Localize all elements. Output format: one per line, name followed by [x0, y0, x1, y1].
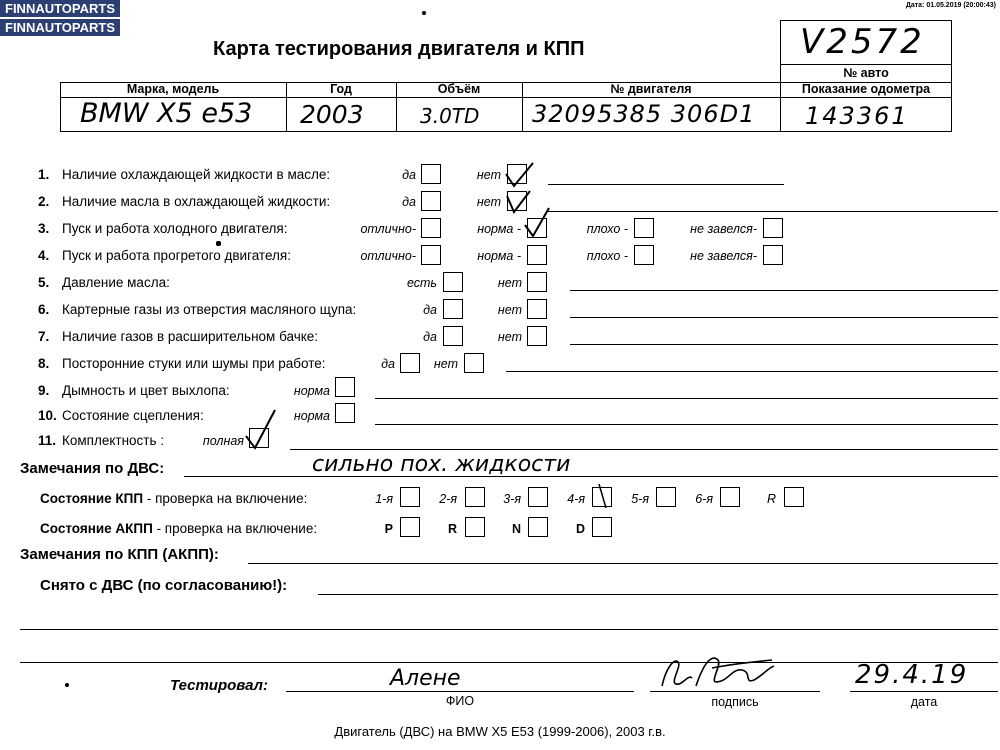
- gear-label: 2-я: [439, 492, 457, 506]
- option-label: есть: [406, 276, 437, 290]
- engine-remarks-label: Замечания по ДВС:: [20, 460, 165, 477]
- car-number-label: № авто: [843, 66, 889, 80]
- logo-bottom: FINNAUTOPARTS: [0, 19, 120, 36]
- option-label: да: [402, 195, 416, 209]
- checkbox-q4-bad[interactable]: [634, 245, 654, 265]
- date-line: [850, 691, 998, 692]
- checkbox-q7-no[interactable]: [527, 326, 547, 346]
- answer-line: [375, 398, 998, 399]
- value-volume: 3.0TD: [420, 104, 480, 128]
- option-label: нет: [476, 195, 501, 209]
- car-number-rule: [780, 64, 952, 65]
- option-label: не завелся-: [690, 222, 757, 236]
- checkbox-akpp-r[interactable]: [465, 517, 485, 537]
- kpp-remarks-line: [248, 563, 998, 564]
- option-label: норма -: [477, 249, 521, 263]
- checkbox-q4-normal[interactable]: [527, 245, 547, 265]
- akpp-label: Состояние АКПП - проверка на включение:: [40, 521, 318, 536]
- checkbox-akpp-d[interactable]: [592, 517, 612, 537]
- signature-scribble: [652, 648, 782, 696]
- checkbox-q7-yes[interactable]: [443, 326, 463, 346]
- checkbox-q3-excellent[interactable]: [421, 218, 441, 238]
- header-volume: Объём: [437, 82, 481, 96]
- option-label: плохо -: [586, 249, 628, 263]
- question-text: Пуск и работа холодного двигателя:: [62, 221, 288, 236]
- option-label: норма: [293, 409, 330, 423]
- page-title: Карта тестирования двигателя и КПП: [213, 38, 585, 60]
- option-label: да: [423, 330, 437, 344]
- header-year: Год: [330, 82, 352, 96]
- answer-line: [506, 371, 998, 372]
- checkbox-q6-no[interactable]: [527, 299, 547, 319]
- gear-label: R: [766, 492, 776, 506]
- value-model: BMW X5 e53: [80, 98, 253, 129]
- question-number: 8.: [38, 356, 50, 371]
- gear-label: D: [575, 522, 585, 536]
- checkbox-akpp-n[interactable]: [528, 517, 548, 537]
- option-label: норма: [293, 384, 330, 398]
- checkbox-q8-yes[interactable]: [400, 353, 420, 373]
- checkbox-q9-normal[interactable]: [335, 377, 355, 397]
- question-text: Наличие газов в расширительном бачке:: [62, 329, 319, 344]
- option-label: да: [381, 357, 395, 371]
- question-text: Пуск и работа прогретого двигателя:: [62, 248, 291, 263]
- checkbox-kpp-gear-2[interactable]: [465, 487, 485, 507]
- checkbox-q5-no[interactable]: [527, 272, 547, 292]
- checkbox-kpp-gear-6[interactable]: [720, 487, 740, 507]
- logo-top: FINNAUTOPARTS: [0, 0, 120, 17]
- value-odometer: 143361: [805, 102, 909, 130]
- question-number: 5.: [38, 275, 50, 290]
- engine-remarks-handwriting: сильно пох. жидкости: [312, 452, 571, 477]
- answer-line: [570, 344, 998, 345]
- checkbox-q4-excellent[interactable]: [421, 245, 441, 265]
- header-engine-number: № двигателя: [610, 82, 692, 96]
- checkbox-akpp-p[interactable]: [400, 517, 420, 537]
- question-number: 1.: [38, 167, 50, 182]
- question-number: 7.: [38, 329, 50, 344]
- date-handwriting: 29.4.19: [855, 660, 969, 690]
- print-date: Дата: 01.05.2019 (20:00:43): [905, 2, 996, 9]
- tested-label: Тестировал:: [170, 677, 268, 694]
- extra-line: [20, 629, 998, 630]
- ink-dot: [216, 241, 221, 246]
- checkbox-kpp-gear-1[interactable]: [400, 487, 420, 507]
- checkbox-q4-nostart[interactable]: [763, 245, 783, 265]
- option-label: отлично-: [360, 249, 416, 263]
- checkbox-q1-yes[interactable]: [421, 164, 441, 184]
- check-mark-icon: [503, 160, 537, 190]
- checkbox-q6-yes[interactable]: [443, 299, 463, 319]
- removed-label: Снято с ДВС (по согласованию!):: [40, 577, 288, 594]
- question-text: Наличие масла в охлаждающей жидкости:: [62, 194, 331, 209]
- option-label: отлично-: [360, 222, 416, 236]
- question-text: Наличие охлаждающей жидкости в масле:: [62, 167, 331, 182]
- remarks-line: [184, 476, 998, 477]
- checkbox-q2-yes[interactable]: [421, 191, 441, 211]
- option-label: нет: [476, 168, 501, 182]
- answer-line: [570, 290, 998, 291]
- gear-label: 3-я: [503, 492, 521, 506]
- gear-label: 4-я: [567, 492, 585, 506]
- answer-line: [548, 211, 998, 212]
- date-caption: дата: [910, 695, 938, 709]
- gear-label: 6-я: [695, 492, 713, 506]
- answer-line: [375, 424, 998, 425]
- option-label: нет: [497, 330, 522, 344]
- gear-label: N: [511, 522, 521, 536]
- checkbox-kpp-gear-5[interactable]: [656, 487, 676, 507]
- gear-label: 5-я: [631, 492, 649, 506]
- question-text: Дымность и цвет выхлопа:: [62, 383, 230, 398]
- checkbox-q10-normal[interactable]: [335, 403, 355, 423]
- option-label: норма -: [477, 222, 521, 236]
- checkbox-q8-no[interactable]: [464, 353, 484, 373]
- question-text: Давление масла:: [62, 275, 170, 290]
- checkbox-q5-yes[interactable]: [443, 272, 463, 292]
- checkbox-q3-nostart[interactable]: [763, 218, 783, 238]
- option-label: не завелся-: [690, 249, 757, 263]
- question-number: 6.: [38, 302, 50, 317]
- removed-line: [318, 594, 998, 595]
- kpp-remarks-label: Замечания по КПП (АКПП):: [20, 546, 219, 563]
- question-number: 10.: [38, 408, 57, 423]
- question-text: Состояние сцепления:: [62, 408, 204, 423]
- stray-mark: [595, 482, 611, 512]
- question-text: Комплектность :: [62, 433, 165, 448]
- answer-line: [548, 184, 784, 185]
- answer-line: [290, 449, 998, 450]
- value-year: 2003: [300, 100, 364, 129]
- speck: [422, 11, 426, 15]
- checkbox-kpp-gear-r[interactable]: [784, 487, 804, 507]
- option-label: да: [423, 303, 437, 317]
- name-caption: ФИО: [445, 694, 475, 708]
- check-mark-icon: [243, 406, 279, 452]
- question-number: 9.: [38, 383, 50, 398]
- option-label: полная: [202, 434, 244, 448]
- option-label: нет: [433, 357, 458, 371]
- extra-line: [20, 662, 998, 663]
- page-caption: Двигатель (ДВС) на BMW X5 E53 (1999-2006), 2003 г.в.: [334, 724, 666, 739]
- question-text: Посторонние стуки или шумы при работе:: [62, 356, 326, 371]
- question-number: 2.: [38, 194, 50, 209]
- question-number: 4.: [38, 248, 50, 263]
- value-engine-number: 32095385 306D1: [532, 100, 756, 128]
- header-odometer: Показание одометра: [801, 82, 931, 96]
- car-number-value: V2572: [800, 22, 925, 62]
- checkbox-q3-bad[interactable]: [634, 218, 654, 238]
- checkbox-kpp-gear-3[interactable]: [528, 487, 548, 507]
- header-model: Марка, модель: [126, 82, 220, 96]
- question-number: 3.: [38, 221, 50, 236]
- gear-label: P: [384, 522, 393, 536]
- question-number: 11.: [38, 433, 57, 448]
- answer-line: [570, 317, 998, 318]
- check-mark-icon: [522, 205, 552, 239]
- sign-caption: подпись: [711, 695, 759, 709]
- option-label: плохо -: [586, 222, 628, 236]
- tester-name-handwriting: Алене: [390, 666, 461, 691]
- option-label: нет: [497, 303, 522, 317]
- ink-dot: [65, 683, 69, 687]
- sign-line: [650, 691, 820, 692]
- name-line: [286, 691, 634, 692]
- kpp-label: Состояние КПП - проверка на включение:: [40, 491, 308, 506]
- option-label: нет: [497, 276, 522, 290]
- question-text: Картерные газы из отверстия масляного щупа:: [62, 302, 357, 317]
- gear-label: 1-я: [375, 492, 393, 506]
- gear-label: R: [447, 522, 457, 536]
- option-label: да: [402, 168, 416, 182]
